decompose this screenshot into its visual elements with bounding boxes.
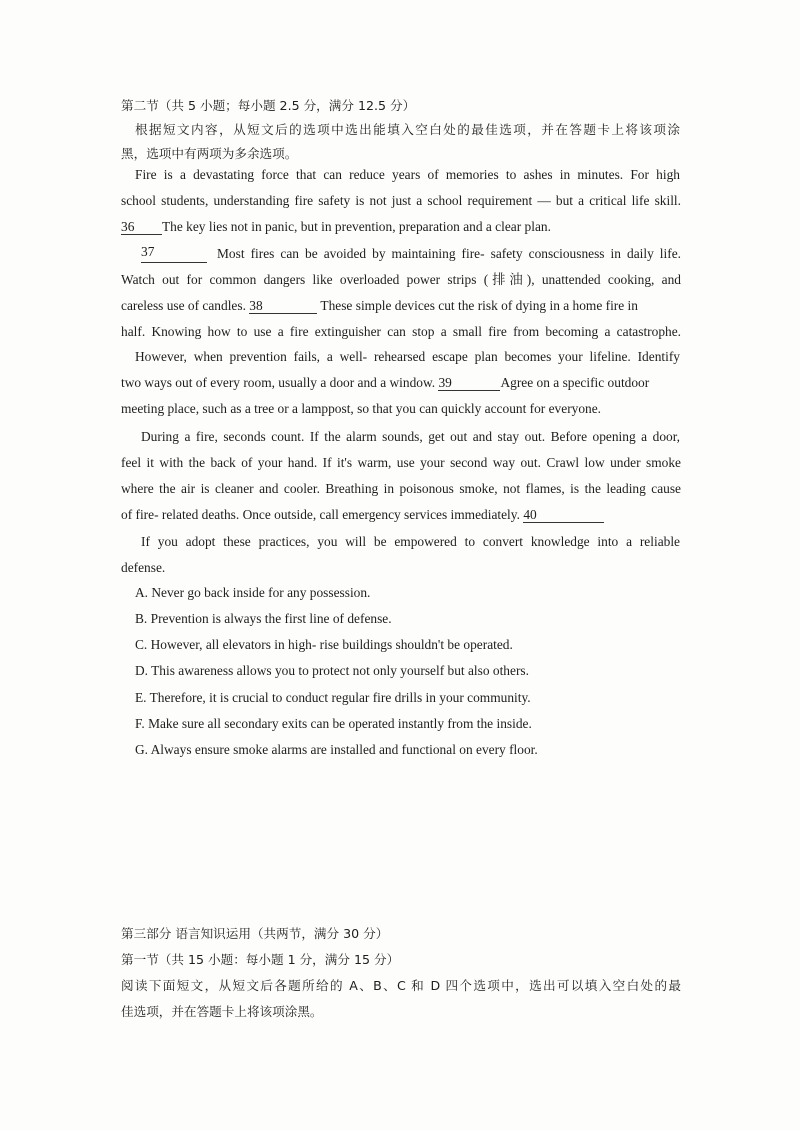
- passage-p3-line2-text-before: two ways out of every room, usually a door and a window.: [121, 375, 436, 390]
- blank-38[interactable]: [249, 299, 317, 314]
- section-instruction-line1: 根据短文内容，从短文后的选项中选出能填入空白处的最佳选项，并在答题卡上将该项涂: [135, 122, 680, 137]
- blank-36-number: 36: [121, 219, 135, 234]
- option-f[interactable]: F. Make sure all secondary exits can be operated instantly from the inside.: [135, 716, 532, 731]
- part3-instruction-line2: 佳选项，并在答题卡上将该项涂黑。: [121, 1004, 323, 1019]
- passage-p1-line2: school students, understanding fire safety is not just a school requirement — but a critical life skill.: [121, 193, 681, 208]
- blank-39[interactable]: [438, 376, 500, 391]
- blank-40[interactable]: [523, 508, 604, 523]
- passage-p3-line3: meeting place, such as a tree or a lamppost, so that you can quickly account for everyone.: [121, 401, 602, 416]
- passage-p4-line4-text: of fire- related deaths. Once outside, call emergency services immediately.: [121, 507, 520, 522]
- passage-p1-line3: [121, 218, 551, 236]
- passage-p2-line1: [141, 245, 681, 263]
- passage-p2-line3-text-before: careless use of candles.: [121, 298, 246, 313]
- option-c[interactable]: C. However, all elevators in high- rise buildings shouldn't be operated.: [135, 637, 513, 652]
- blank-37-number: 37: [141, 244, 155, 259]
- option-d[interactable]: D. This awareness allows you to protect not only yourself but also others.: [135, 663, 529, 678]
- passage-p3-line1: However, when prevention fails, a well- rehearsed escape plan becomes your lifeline. Identify: [135, 349, 680, 364]
- blank-36[interactable]: [121, 220, 162, 235]
- passage-p2-line2: Watch out for common dangers like overloaded power strips (排油), unattended cooking, and: [121, 272, 681, 287]
- passage-p4-line3: where the air is cleaner and cooler. Breathing in poisonous smoke, not flames, is the leading cause: [121, 481, 681, 496]
- option-a[interactable]: A. Never go back inside for any possession.: [135, 585, 371, 600]
- blank-37[interactable]: [141, 245, 207, 263]
- passage-p4-line1: During a fire, seconds count. If the alarm sounds, get out and stay out. Before opening a door,: [141, 429, 680, 444]
- section-instruction-line2: 黑，选项中有两项为多余选项。: [121, 146, 298, 161]
- option-e[interactable]: E. Therefore, it is crucial to conduct regular fire drills in your community.: [135, 690, 531, 705]
- passage-p1-line3-text: The key lies not in panic, but in prevention, preparation and a clear plan.: [162, 219, 551, 234]
- passage-p4-line4: [121, 506, 604, 524]
- part3-instruction-line1: 阅读下面短文，从短文后各题所给的 A、B、C 和 D 四个选项中，选出可以填入空白处的最: [121, 978, 681, 993]
- option-g[interactable]: G. Always ensure smoke alarms are installed and functional on every floor.: [135, 742, 538, 757]
- passage-p3-line2: [121, 374, 649, 392]
- option-b[interactable]: B. Prevention is always the first line of defense.: [135, 611, 392, 626]
- passage-p4-line2: feel it with the back of your hand. If it's warm, use your second way out. Crawl low under smoke: [121, 455, 681, 470]
- passage-p2-line3: [121, 297, 638, 315]
- part3-section1-heading: 第一节（共 15 小题：每小题 1 分，满分 15 分）: [121, 952, 400, 967]
- blank-39-number: 39: [438, 375, 452, 390]
- passage-p2-line4: half. Knowing how to use a fire extinguisher can stop a small fire from becoming a catastrophe.: [121, 324, 681, 339]
- passage-p3-line2-text-after: Agree on a specific outdoor: [500, 375, 650, 390]
- passage-p2-line3-text-after: These simple devices cut the risk of dying in a home fire in: [320, 298, 638, 313]
- passage-p5-line1: If you adopt these practices, you will be empowered to convert knowledge into a reliable: [141, 534, 680, 549]
- passage-p2-line1-text: Most fires can be avoided by maintaining fire- safety consciousness in daily life.: [217, 246, 681, 261]
- part3-heading: 第三部分 语言知识运用（共两节，满分 30 分）: [121, 926, 389, 941]
- blank-38-number: 38: [249, 298, 263, 313]
- passage-p5-line2: defense.: [121, 560, 166, 575]
- section-heading: 第二节（共 5 小题；每小题 2.5 分，满分 12.5 分）: [121, 98, 416, 113]
- passage-p1-line1: Fire is a devastating force that can reduce years of memories to ashes in minutes. For high: [135, 167, 680, 182]
- blank-40-number: 40: [523, 507, 537, 522]
